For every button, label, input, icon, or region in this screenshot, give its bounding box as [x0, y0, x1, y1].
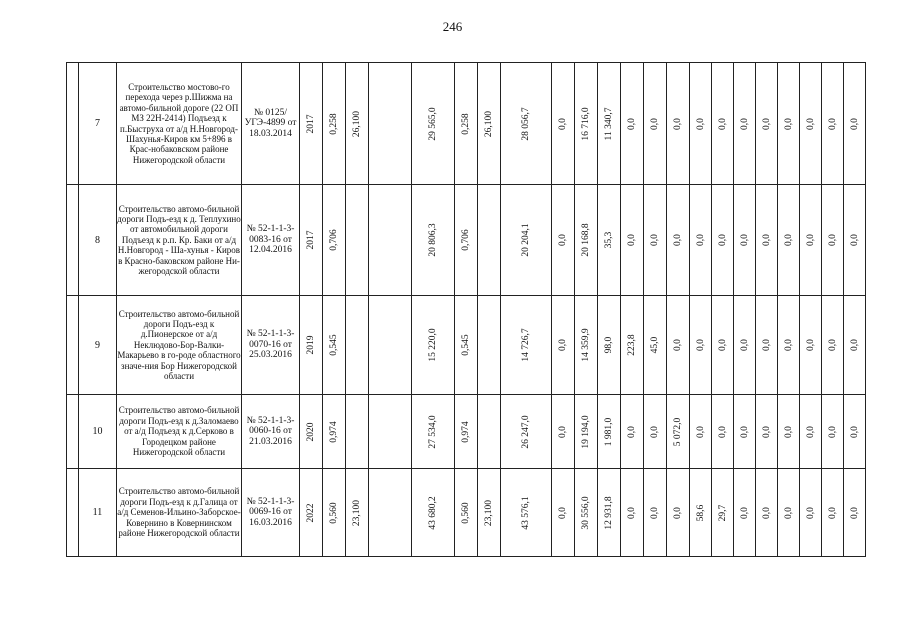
- value-text: 223,8: [627, 334, 637, 356]
- value-text: 0,974: [461, 420, 471, 443]
- value-text: 0,0: [673, 117, 683, 130]
- value-cell: [712, 63, 734, 185]
- value-cell: [734, 469, 756, 557]
- value-cell: [734, 395, 756, 469]
- row-number-cell: 10: [79, 395, 117, 469]
- value-cell: [552, 469, 575, 557]
- value-cell: [575, 469, 598, 557]
- left-margin-cell: [67, 185, 79, 296]
- value-cell: [323, 63, 346, 185]
- value-text: 2020: [306, 422, 316, 441]
- expertise-doc-cell: № 52-1-1-3-0060-16 от 21.03.2016: [242, 395, 300, 469]
- table-row: [67, 469, 866, 557]
- value-cell: [300, 395, 323, 469]
- value-cell: [478, 395, 501, 469]
- value-cell: [667, 296, 690, 395]
- value-text: 0,0: [650, 425, 660, 438]
- value-text: 0,0: [805, 234, 816, 246]
- value-cell: [501, 185, 552, 296]
- value-text: 0,0: [805, 339, 816, 351]
- value-text: 28 056,7: [521, 106, 531, 141]
- value-text: 0,0: [627, 506, 637, 519]
- value-cell: [323, 395, 346, 469]
- value-cell: [412, 395, 455, 469]
- value-cell: [712, 185, 734, 296]
- value-cell: [667, 63, 690, 185]
- value-cell: [644, 63, 667, 185]
- value-text: 2022: [306, 503, 316, 522]
- value-text: 43 576,1: [521, 495, 531, 530]
- value-text: 0,0: [805, 506, 816, 519]
- value-text: 0,0: [739, 339, 750, 351]
- value-cell: [412, 185, 455, 296]
- value-text: 19 194,0: [581, 414, 591, 449]
- value-text: 0,0: [627, 117, 637, 130]
- value-text: 0,0: [650, 506, 660, 519]
- value-cell: [621, 63, 644, 185]
- value-text: 0,0: [695, 425, 706, 438]
- value-cell: [756, 296, 778, 395]
- value-text: 20 806,3: [428, 223, 438, 257]
- value-cell: [800, 63, 822, 185]
- value-text: 0,0: [849, 234, 860, 246]
- value-cell: [412, 63, 455, 185]
- value-text: 0,0: [558, 339, 568, 351]
- value-text: 0,0: [783, 425, 794, 438]
- value-text: 20 168,8: [581, 223, 591, 257]
- value-cell: [844, 296, 866, 395]
- value-text: 0,0: [761, 117, 772, 130]
- value-cell: [300, 63, 323, 185]
- value-text: 14 726,7: [521, 328, 531, 362]
- row-number-cell: 7: [79, 63, 117, 185]
- value-cell: [822, 296, 844, 395]
- value-text: 0,258: [329, 112, 339, 135]
- value-cell: [346, 63, 369, 185]
- value-cell: [346, 296, 369, 395]
- value-cell: [575, 185, 598, 296]
- value-cell: [822, 395, 844, 469]
- value-text: 0,0: [717, 117, 728, 130]
- value-cell: [369, 63, 412, 185]
- value-cell: [756, 63, 778, 185]
- value-text: 0,0: [849, 425, 860, 438]
- value-text: 12 931,8: [604, 495, 614, 530]
- value-cell: [844, 63, 866, 185]
- value-cell: [844, 185, 866, 296]
- value-text: 0,0: [805, 117, 816, 130]
- value-text: 0,0: [827, 117, 838, 130]
- value-text: 2019: [306, 335, 316, 355]
- value-text: 0,0: [717, 339, 728, 351]
- value-text: 0,0: [783, 339, 794, 351]
- value-text: 0,560: [461, 501, 471, 524]
- value-cell: [598, 185, 621, 296]
- value-cell: [369, 469, 412, 557]
- value-text: 0,0: [558, 117, 568, 130]
- value-cell: [644, 185, 667, 296]
- value-cell: [690, 185, 712, 296]
- value-cell: [323, 185, 346, 296]
- value-cell: [598, 296, 621, 395]
- value-cell: [690, 296, 712, 395]
- value-cell: [300, 296, 323, 395]
- value-text: 0,0: [827, 339, 838, 351]
- value-text: 35,3: [604, 231, 614, 249]
- value-text: 0,0: [673, 506, 683, 519]
- value-text: 0,0: [650, 117, 660, 130]
- value-cell: [621, 296, 644, 395]
- value-cell: [667, 185, 690, 296]
- project-name-cell: Строительство автомо-бильной дороги Подъ-езд к д.Пионерское от а/д Неклюдово-Бор-Валки-Макарьево в го-роде областного значе-ния Бор Нижегородской области: [117, 296, 242, 395]
- value-cell: [756, 395, 778, 469]
- value-cell: [712, 469, 734, 557]
- value-cell: [667, 395, 690, 469]
- value-cell: [501, 296, 552, 395]
- value-text: 26,100: [484, 110, 494, 137]
- value-text: 11 340,7: [604, 107, 614, 140]
- value-text: 0,545: [329, 334, 339, 356]
- left-margin-cell: [67, 296, 79, 395]
- value-text: 0,0: [761, 425, 772, 438]
- value-cell: [644, 296, 667, 395]
- data-table: [66, 62, 866, 557]
- value-cell: [800, 469, 822, 557]
- value-cell: [598, 469, 621, 557]
- value-text: 0,560: [329, 501, 339, 524]
- value-text: 0,258: [461, 112, 471, 135]
- value-text: 0,0: [761, 506, 772, 519]
- value-cell: [369, 296, 412, 395]
- value-text: 0,545: [461, 334, 471, 356]
- value-cell: [412, 469, 455, 557]
- value-cell: [800, 395, 822, 469]
- value-cell: [598, 63, 621, 185]
- value-text: 26 247,0: [521, 414, 531, 449]
- row-number-cell: 8: [79, 185, 117, 296]
- value-text: 30 556,0: [581, 495, 591, 530]
- value-text: 0,0: [849, 117, 860, 130]
- value-cell: [412, 296, 455, 395]
- value-cell: [552, 296, 575, 395]
- value-text: 0,0: [739, 234, 750, 246]
- value-text: 0,0: [695, 339, 706, 351]
- table-row: [67, 63, 866, 185]
- value-cell: [323, 296, 346, 395]
- value-text: 2017: [306, 230, 316, 250]
- row-number-cell: 11: [79, 469, 117, 557]
- value-text: 0,974: [329, 420, 339, 443]
- value-text: 0,0: [761, 234, 772, 246]
- table-row: [67, 185, 866, 296]
- value-text: 0,0: [783, 117, 794, 130]
- value-text: 15 220,0: [428, 328, 438, 362]
- value-cell: [552, 185, 575, 296]
- expertise-doc-cell: № 52-1-1-3-0069-16 от 16.03.2016: [242, 469, 300, 557]
- value-cell: [575, 296, 598, 395]
- value-cell: [778, 395, 800, 469]
- value-text: 0,0: [739, 425, 750, 438]
- value-text: 45,0: [650, 336, 660, 354]
- value-cell: [844, 469, 866, 557]
- value-text: 23,100: [352, 499, 362, 526]
- project-name-cell: Строительство автомо-бильной дороги Подъ-езд к д.Заломаево от а/д Подъезд к д.Серково в Городецком районе Нижегородской области: [117, 395, 242, 469]
- left-margin-cell: [67, 469, 79, 557]
- value-text: 0,0: [849, 339, 860, 351]
- value-cell: [552, 395, 575, 469]
- value-cell: [501, 63, 552, 185]
- value-cell: [478, 63, 501, 185]
- row-number-cell: 9: [79, 296, 117, 395]
- value-text: 16 716,0: [581, 106, 591, 141]
- value-text: 0,0: [695, 117, 706, 130]
- value-cell: [455, 469, 478, 557]
- expertise-doc-cell: № 52-1-1-3-0083-16 от 12.04.2016: [242, 185, 300, 296]
- value-cell: [501, 469, 552, 557]
- value-cell: [822, 185, 844, 296]
- value-text: 0,0: [673, 339, 683, 351]
- value-text: 0,0: [827, 425, 838, 438]
- value-text: 0,0: [717, 234, 728, 246]
- project-name-cell: Строительство мостово-го перехода через р.Шижма на автомо-бильной дороге (22 ОП МЗ 22Н-2414) Подъезд к п.Быструха от а/д Н.Новгород-Шахунья-Киров км 5+896 в Крас-нобаковском районе Нижегородской области: [117, 63, 242, 185]
- value-cell: [690, 395, 712, 469]
- value-text: 1 981,0: [604, 417, 614, 446]
- value-cell: [346, 395, 369, 469]
- value-cell: [369, 395, 412, 469]
- value-text: 58,6: [695, 504, 706, 521]
- value-cell: [575, 395, 598, 469]
- value-text: 2017: [306, 114, 316, 133]
- value-text: 0,0: [783, 234, 794, 246]
- value-text: 0,0: [827, 506, 838, 519]
- value-cell: [800, 185, 822, 296]
- value-cell: [734, 185, 756, 296]
- value-text: 0,0: [739, 506, 750, 519]
- value-cell: [800, 296, 822, 395]
- table-row: [67, 395, 866, 469]
- value-cell: [478, 296, 501, 395]
- value-text: 0,0: [849, 506, 860, 519]
- value-text: 0,0: [717, 425, 728, 438]
- value-text: 23,100: [484, 499, 494, 526]
- table-row: [67, 296, 866, 395]
- value-cell: [552, 63, 575, 185]
- value-cell: [778, 185, 800, 296]
- value-cell: [712, 296, 734, 395]
- value-cell: [455, 63, 478, 185]
- value-cell: [778, 296, 800, 395]
- value-text: 20 204,1: [521, 223, 531, 257]
- value-cell: [346, 185, 369, 296]
- value-cell: [575, 63, 598, 185]
- value-text: 0,0: [558, 425, 568, 438]
- value-cell: [455, 185, 478, 296]
- value-text: 0,706: [329, 229, 339, 251]
- value-text: 5 072,0: [673, 417, 683, 446]
- left-margin-cell: [67, 63, 79, 185]
- value-text: 14 359,9: [581, 328, 591, 362]
- value-cell: [734, 63, 756, 185]
- value-text: 0,0: [627, 425, 637, 438]
- expertise-doc-cell: № 0125/УГЭ-4899 от 18.03.2014: [242, 63, 300, 185]
- left-margin-cell: [67, 395, 79, 469]
- value-cell: [478, 469, 501, 557]
- value-cell: [621, 185, 644, 296]
- value-text: 43 680,2: [428, 495, 438, 530]
- value-cell: [598, 395, 621, 469]
- project-name-cell: Строительство автомо-бильной дороги Подъ-езд к д. Теплухино от автомобильной дороги Подъезд к р.п. Кр. Баки от а/д Н.Новгород - Ша-хунья - Киров в Красно-баковском районе Ни-жегородской области: [117, 185, 242, 296]
- value-text: 0,0: [805, 425, 816, 438]
- expertise-doc-cell: № 52-1-1-3-0070-16 от 25.03.2016: [242, 296, 300, 395]
- value-text: 0,0: [761, 339, 772, 351]
- value-cell: [844, 395, 866, 469]
- value-cell: [644, 395, 667, 469]
- value-cell: [822, 63, 844, 185]
- value-text: 0,706: [461, 229, 471, 251]
- value-cell: [455, 296, 478, 395]
- value-cell: [455, 395, 478, 469]
- value-cell: [778, 63, 800, 185]
- value-cell: [478, 185, 501, 296]
- value-text: 0,0: [827, 234, 838, 246]
- page-number: 246: [442, 19, 463, 34]
- value-cell: [667, 469, 690, 557]
- value-text: 27 534,0: [428, 414, 438, 449]
- value-text: 29 565,0: [428, 106, 438, 141]
- value-text: 0,0: [558, 234, 568, 246]
- value-cell: [756, 469, 778, 557]
- value-text: 26,100: [352, 110, 362, 137]
- value-text: 98,0: [604, 336, 614, 354]
- value-text: 0,0: [627, 234, 637, 246]
- value-cell: [300, 185, 323, 296]
- value-cell: [756, 185, 778, 296]
- project-name-cell: Строительство автомо-бильной дороги Подъ-езд к д.Галица от а/д Семенов-Ильино-Заборское-Ковернино в Ковернинском районе Нижегородской области: [117, 469, 242, 557]
- value-cell: [644, 469, 667, 557]
- value-cell: [501, 395, 552, 469]
- value-cell: [369, 185, 412, 296]
- value-cell: [621, 395, 644, 469]
- value-cell: [712, 395, 734, 469]
- value-text: 29,7: [717, 504, 728, 521]
- value-cell: [690, 469, 712, 557]
- value-cell: [734, 296, 756, 395]
- value-text: 0,0: [783, 506, 794, 519]
- value-cell: [690, 63, 712, 185]
- value-cell: [822, 469, 844, 557]
- value-cell: [346, 469, 369, 557]
- value-cell: [323, 469, 346, 557]
- value-text: 0,0: [558, 506, 568, 519]
- value-text: 0,0: [695, 234, 706, 246]
- value-cell: [778, 469, 800, 557]
- value-text: 0,0: [673, 234, 683, 246]
- value-text: 0,0: [650, 234, 660, 246]
- value-cell: [300, 469, 323, 557]
- value-text: 0,0: [739, 117, 750, 130]
- value-cell: [621, 469, 644, 557]
